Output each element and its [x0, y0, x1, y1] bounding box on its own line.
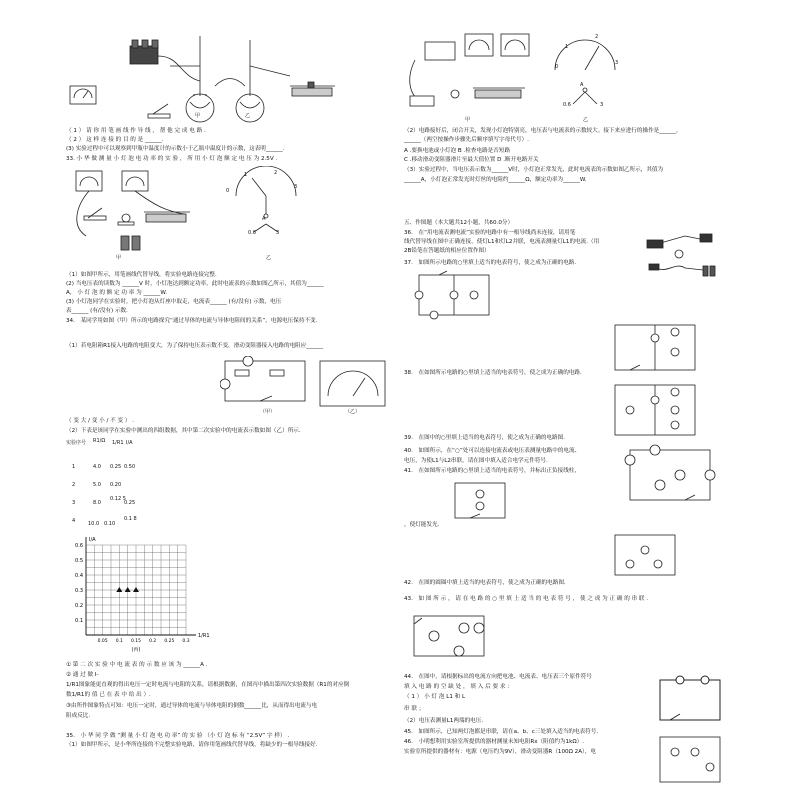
q35-options-ab: A .要换电池或小灯泡 B .检查电路是否短路 [404, 148, 511, 154]
fig34-label-jia: （甲） [260, 409, 276, 415]
q38-stem: 38. 在如图所示电路的○里填上适当的电表符号，使之成为正确的电路. [404, 370, 582, 376]
q34-part2: （2）下表是该同学在实验中测出的四组数据，其中第二次实验中的电流表示数如图（乙）所示. [66, 428, 301, 434]
q36-stem-b: 线代替导线在图中正确连接，使灯L1和灯L2并联，电流表测量灯L1的电流.（用 [404, 239, 600, 245]
q33-part3: (3) 小灯泡同学在实验时，把小灯泡从灯座中取走，电流表______ (有/没有) 示数，电压 [66, 299, 282, 305]
q33-part2b: A， 小 灯 泡 的 额 定 功 率 为 ______W. [66, 290, 167, 296]
table-head-i: I/A [126, 440, 133, 446]
q35-part3: （3）实验过程中，当电压表示数为______V时，小灯泡正常发光，此时电流表的示数如图乙所示，其值为 [404, 167, 664, 173]
q41-circuit [450, 478, 510, 523]
r-terminal-06: 0.6 [563, 102, 571, 108]
data-point [116, 587, 122, 592]
q45-stem: 45. 如图所示，已知两灯泡都是串联，请在a、b、c三处填入适当的电表符号. [404, 729, 599, 735]
section-5-heading: 五、作图题（本大题共12小题，共60.0分） [404, 220, 514, 226]
q43-circuit [404, 606, 494, 666]
q34-part1: （1）若电阻箱R1接入电路的电阻变大，为了保持电压表示数不变，滑动变阻器接入电路的电阻应______ [66, 343, 324, 349]
q35-stem: 35. 小 华 同 学 做 “测 量 小 灯 泡 电 功 率” 的 实 验 （小 灯 泡 标 有 “2.5V” 字 样） . [66, 733, 290, 739]
q36-stem: 36. 在“用电流表测电流”实验的电路中有一根导线尚未连接，请用笔 [404, 230, 576, 236]
fig35-label-yi: 乙 [583, 117, 589, 123]
q34-graph [66, 535, 216, 655]
graph-svg [66, 535, 216, 655]
y-tick-label: 0.4 [75, 573, 83, 579]
y-tick-label: 0.6 [75, 543, 83, 549]
r-scale-3: 3 [615, 60, 619, 66]
table-row4-c1: 10.0 [88, 521, 100, 527]
q39-stem: 39. 在图中的○里填上适当的电表符号，使之成为正确的电路图. [404, 435, 565, 441]
r-scale-2: 2 [595, 34, 599, 40]
q35-options-cd: C .移动滑动变阻器滑片至最大值位置 D .断开电路开关 [404, 157, 539, 163]
table-row4-c3: 0.1 8 [124, 516, 137, 522]
q33-stem: 33. 小 华 做 测 量 小 灯 泡 电 功 率 的 实 验 ， 所 用 小 灯 泡 额 定 电 压 为 2.5V . [66, 156, 278, 162]
unit-a: A [262, 216, 266, 222]
table-head-inv: 1/R1 [112, 440, 124, 446]
q35-part2b: ______（两空按操作步骤先后顺序填写字母代号）. [404, 137, 529, 143]
r-scale-1: 1 [565, 44, 569, 50]
table-head-r1: R1/Ω [93, 438, 106, 444]
fig33-label-jia: 甲 [116, 255, 122, 261]
table-row4-c2: 0.10 [104, 521, 116, 527]
table-row3-c1: 8.0 [93, 500, 101, 506]
fig34-label-yi: （乙） [345, 409, 361, 415]
q34-f: 阻成反比. [66, 713, 91, 719]
q44-part2: （2）电压表测量L1两端的电压. [404, 718, 484, 724]
x-tick-label: 0.2 [149, 639, 157, 644]
q39-circuit [610, 380, 700, 440]
q40-stem: 40. 如图所示，在“○”处可以连接电流表或电压表测量电路中的电流、 [404, 448, 581, 454]
table-row3-c3: 0.25 [124, 500, 136, 506]
q35-part1: （1）如图甲所示，是小华所连接的不完整实验电路，请你用笔画线代替导线，将缺少的一根导线接好. [66, 742, 318, 748]
q34-c: 1/R1图象能更直观的得出电压一定时电流与电阻的关系，请根据数据，在图丙中描出第四次实验数据（R1的对应倒 [66, 682, 350, 688]
q34-d: 数1/R1的 值 已 在 表 中 给 出 ）. [66, 692, 151, 698]
r-terminal-3: 3 [600, 102, 604, 108]
q38-circuit [610, 320, 700, 375]
table-row1-c1: 4.0 [93, 464, 101, 470]
q34-a: ① 第 二 次 实 验 中 电 流 表 的 示 数 应 该 为 ______A . [66, 662, 208, 668]
y-tick-label: 0.1 [75, 618, 83, 624]
q34-e: ③由所作图象特点可知：电压一定时，通过导体的电流与导体电阻的倒数______比，从而得出电流与电 [66, 703, 318, 709]
table-row1-c2: 0.25 [110, 464, 122, 470]
x-tick-label: 0.3 [182, 639, 190, 644]
table-row2-c0: 2 [72, 482, 76, 488]
scale-0: 0 [226, 188, 230, 194]
q42-circuit [610, 530, 680, 580]
y-tick-label: 0.3 [75, 588, 83, 594]
table-row3-c0: 3 [72, 500, 76, 506]
r-scale-0: 0 [555, 64, 559, 70]
table-row2-c2: 0.20 [110, 482, 122, 488]
r-unit-a: A [580, 82, 584, 88]
data-point [125, 587, 131, 592]
table-row3-c2: 0.12 5 [110, 496, 126, 502]
data-point [133, 587, 139, 592]
q36-stem-c: 2B铅笔在答题纸的相应位置作图） [404, 248, 490, 254]
q32-part1: （ 1 ） 请 你 用 笔 画 线 作 导 线 ， 帮 他 完 成 电 路 . [66, 128, 206, 134]
fig33-label-yi: 乙 [266, 255, 272, 261]
q35-part3b: ______A，小灯泡正常发光时灯丝的电阻约______Ω，额定功率为______W. [404, 177, 587, 183]
q35-part2: （2）电路接好后，闭合开关，发现小灯泡特别亮，电压表与电流表的示数较大。接下来应进行的操作是______， [404, 128, 682, 134]
q44-stem-c: （ 1 ） 小 灯 泡 L1 和 L [404, 694, 466, 700]
q34-circuit-figure [220, 356, 390, 416]
q32-part3: (3) 实验过程中可以观察到甲瓶中温度计的示数小于乙瓶中温度计的示数，这表明______. [66, 146, 285, 152]
q46-stem: 46. 小明想利用实验室所提供的器材测量未知电阻Rx（阻值约为1kΩ）. [404, 739, 584, 745]
x-tick-label: 0.1 [115, 639, 123, 644]
q37-circuit [414, 270, 494, 320]
scale-2: 2 [274, 170, 278, 176]
q37-stem: 37. 如图所示电路的○里填上适当的电表符号，使之成为正确的电路. [404, 260, 577, 266]
y-tick-label: 0.2 [75, 603, 83, 609]
q35-circuit-figure [405, 30, 625, 125]
q34-b: ② 通 过 做 I- [66, 672, 99, 678]
q46-stem-b: 实验室所提供的器材有：电源（电压约为9V），滑动变阻器R（100Ω 2A），电 [404, 749, 597, 755]
scale-1: 1 [244, 172, 248, 178]
table-row1-c3: 0.50 [124, 464, 136, 470]
q44-stem: 44. 在图中，请根据标出的电流方向把电池、电流表、电压表三个原件符号 [404, 674, 592, 680]
y-axis-label: I/A [89, 537, 96, 543]
q40-stem-b: 电压，为使L1与L2串联，请在图中填入适合电学元件符号. [404, 458, 548, 464]
q36-figure [645, 226, 725, 286]
table-head-index: 实验序号 [66, 440, 87, 446]
terminal-3: 3 [276, 230, 280, 236]
x-tick-label: 0.05 [97, 639, 108, 644]
figure-label-yi: 乙 [245, 113, 251, 119]
q42-stem: 42. 在图的圆圈中填上适当的电表符号，使之成为正确的电路图. [404, 580, 566, 586]
table-row2-c1: 5.0 [93, 482, 101, 488]
q43-stem: 43. 如 图 所 示 ， 请 在 电 路 的 ○ 里 填 上 适 当 的 电 表 符 号 ， 使 之 成 为 正 确 的 串 联 . [404, 596, 649, 602]
table-row1-c0: 1 [72, 464, 76, 470]
q44-circuit [650, 672, 730, 732]
q41-stem: 41. 在如图所示电路的○里填上适当的电表符号，并标出正负接线柱， [404, 468, 580, 474]
y-tick-label: 0.5 [75, 558, 83, 564]
q34-part1b: （ 变 大 / 变 小 / 不 变 ） . [66, 418, 135, 424]
q33-part3b: 表______ (有/没有) 示数. [66, 308, 128, 314]
q40-circuit [620, 440, 720, 510]
heating-experiment-figure [60, 36, 350, 126]
scale-3: 3 [294, 184, 298, 190]
q45-circuit [650, 732, 730, 787]
q41-stem-b: ，使灯能发光. [404, 522, 440, 528]
fig35-label-jia: 甲 [465, 117, 471, 123]
figure-label-jia: 甲 [195, 113, 201, 119]
q44-stem-b: 填 入 电 路 的 空 缺 处 ， 填 入 后 要 求 ： [404, 684, 513, 690]
q33-circuit-figure [66, 166, 366, 266]
q33-part1: （1）如图甲所示，用笔画线代替导线，将实验电路连接完整. [66, 272, 217, 278]
x-tick-label: 0.15 [130, 639, 142, 644]
q32-part2: （ 2 ） 这 样 连 接 的 目 的 是 ______. [66, 137, 164, 143]
q44-stem-d: 串 联 ； [404, 706, 425, 712]
q34-stem: 34. 某同学用如图（甲）所示的电路探究“通过导体的电流与导体电阻间的关系”，电源电压保持不变. [66, 318, 318, 324]
table-row4-c0: 4 [72, 518, 76, 524]
graph-caption: (丙) [131, 647, 141, 653]
q33-part2: (2) 当电压表的读数为 ______V 时，小灯泡达到额定功率，此时电流表的示数如图乙所示，其值为______ [66, 281, 324, 287]
terminal-06: 0.6 [248, 230, 256, 236]
x-tick-label: 0.25 [164, 639, 175, 644]
x-axis-label: 1/R1 [198, 633, 210, 639]
